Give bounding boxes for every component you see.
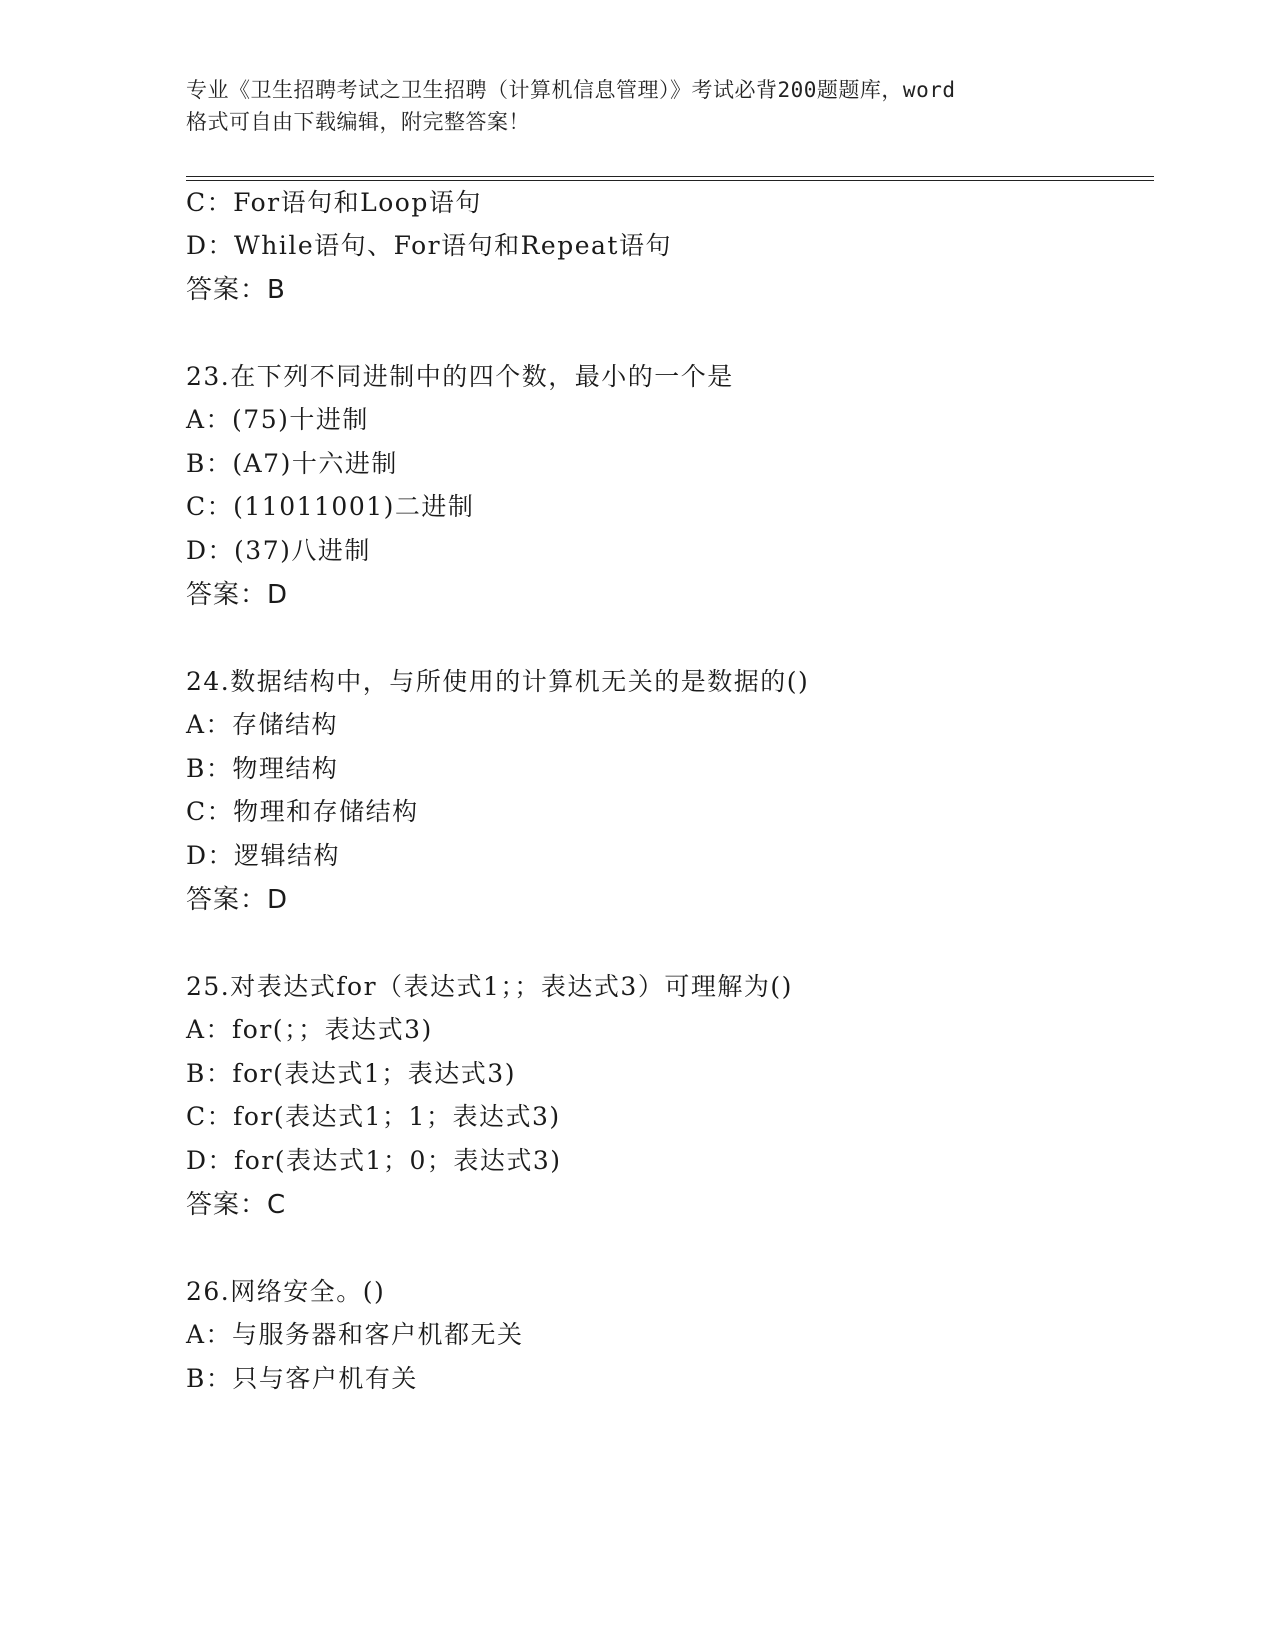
option-b: B：for(表达式1；表达式3) (186, 1059, 516, 1088)
answer-line: 答案：D (186, 885, 289, 915)
question-25: 25.对表达式for（表达式1；；表达式3）可理解为() (186, 972, 793, 1001)
answer-line: 答案：B (186, 275, 286, 305)
option-a: A：for(；；表达式3) (186, 1015, 433, 1044)
option-d: D：(37)八进制 (186, 536, 371, 565)
option-c: C：(11011001)二进制 (186, 492, 475, 521)
answer-line: 答案：D (186, 580, 289, 610)
option-a: A：(75)十进制 (186, 405, 369, 434)
option-b: B：物理结构 (186, 754, 339, 783)
option-c: C：物理和存储结构 (186, 797, 419, 826)
option-b: B：只与客户机有关 (186, 1364, 418, 1393)
question-26: 26.网络安全。() (186, 1277, 386, 1306)
option-d: D：for(表达式1；0；表达式3) (186, 1146, 562, 1175)
option-c: C：For语句和Loop语句 (186, 188, 482, 217)
header-line-1: 专业《卫生招聘考试之卫生招聘（计算机信息管理）》考试必背200题题库，word (186, 78, 956, 102)
header-divider (186, 176, 1154, 181)
option-b: B：(A7)十六进制 (186, 449, 398, 478)
option-a: A：存储结构 (186, 710, 339, 739)
option-d: D：While语句、For语句和Repeat语句 (186, 231, 672, 260)
question-24: 24.数据结构中，与所使用的计算机无关的是数据的() (186, 667, 810, 696)
answer-line: 答案：C (186, 1190, 287, 1220)
document-header (186, 74, 1086, 138)
header-line-2: 格式可自由下载编辑，附完整答案！ (186, 110, 530, 134)
option-c: C：for(表达式1；1；表达式3) (186, 1102, 561, 1131)
option-d: D：逻辑结构 (186, 841, 341, 870)
question-23: 23.在下列不同进制中的四个数，最小的一个是 (186, 362, 734, 391)
option-a: A：与服务器和客户机都无关 (186, 1320, 524, 1349)
